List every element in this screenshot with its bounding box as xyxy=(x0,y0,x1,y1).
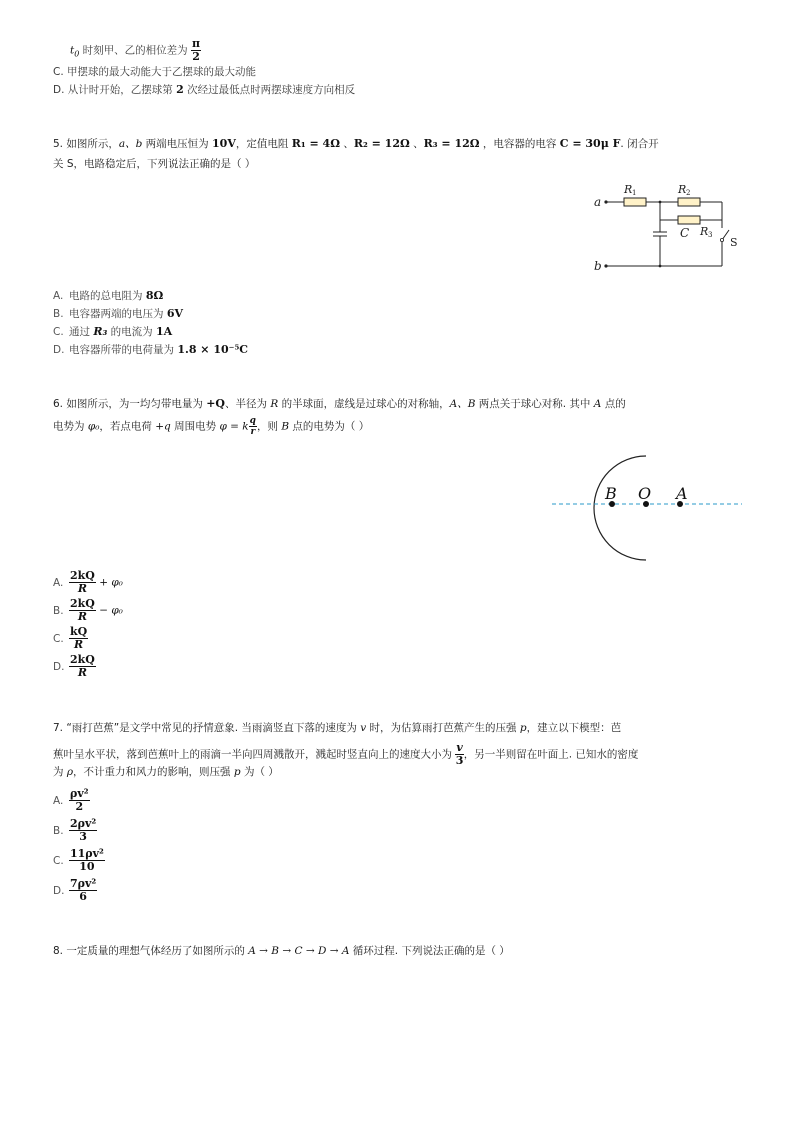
q-over-r-fraction: $\frac{q}{r}$ xyxy=(249,416,256,437)
q6-option-c[interactable]: C. $\frac{kQ}{R}$ xyxy=(53,625,88,651)
q4-phase-line xyxy=(70,38,201,63)
r3-subscript: 3 xyxy=(708,231,713,239)
r3-label: R xyxy=(700,225,709,238)
pi-over-2-fraction: $\frac{\pi}{2}$ xyxy=(192,37,201,63)
q4-phase-text: 时刻甲、乙的相位差为 xyxy=(79,44,192,57)
q5-option-a[interactable]: A. 电路的总电阻为 8Ω xyxy=(53,289,164,302)
q8-stem-line1: 8. 一定质量的理想气体经历了如图所示的 A → B → C → D → A 循环过程. 下列说法正确的是（ ） xyxy=(53,945,510,957)
q5-circuit-diagram xyxy=(590,178,750,278)
terminal-b-label: b xyxy=(594,259,602,273)
q7-stem-line1: 7. “雨打芭蕉”是文学中常见的抒情意象. 当雨滴竖直下落的速度为 v 时，为估算雨打芭蕉产生的压强 p，建立以下模型：芭 xyxy=(53,722,622,734)
r1-subscript: 1 xyxy=(632,189,637,197)
r1-label: R xyxy=(624,183,633,196)
terminal-a-label: a xyxy=(594,195,602,209)
q6-hemisphere-diagram xyxy=(548,452,744,564)
q4-option-c: C. 甲摆球的最大动能大于乙摆球的最大动能 xyxy=(53,66,257,78)
t0-subscript: 0 xyxy=(74,49,80,59)
capacitor-c-label: C xyxy=(680,226,690,240)
r2-label: R xyxy=(678,183,687,196)
hemisphere-arc xyxy=(594,456,646,560)
q6-stem-line2: 电势为 φ₀，若点电荷 +q 周围电势 φ = k $\frac{q}{r}$ ，则 B 点的电势为（ ） xyxy=(53,416,370,437)
t0-symbol: t xyxy=(70,44,75,57)
q7-option-b[interactable]: B. $\frac{\text{2ρv²}}{3}$ xyxy=(53,817,97,843)
q5-option-d[interactable]: D. 电容器所带的电荷量为 1.8 × 10⁻⁵C xyxy=(53,343,249,356)
q5-option-b[interactable]: B. 电容器两端的电压为 6V xyxy=(53,307,184,320)
q5-stem-line2: 关 S，电路稳定后，下列说法正确的是（ ） xyxy=(53,158,256,170)
switch-s-label: S xyxy=(730,236,738,249)
q5-stem-line1: 5. 如图所示，a、b 两端电压恒为 10V，定值电阻 R₁ = 4Ω 、R₂ = 12Ω 、R₃ = 12Ω ，电容器的电容 C = 30μ F. 闭合开 xyxy=(53,137,659,150)
resistor-r1 xyxy=(624,198,646,206)
q6-stem-line1: 6. 如图所示，为一均匀带电量为 +Q、半径为 R 的半球面，虚线是过球心的对称轴，A、B 两点关于球心对称. 其中 A 点的 xyxy=(53,397,626,410)
q7-stem-line3: 为 ρ，不计重力和风力的影响，则压强 p 为（ ） xyxy=(53,766,279,778)
q6-option-d[interactable]: D. $\frac{2kQ}{R}$ xyxy=(53,653,95,679)
q7-option-a[interactable]: A. $\frac{\text{ρv²}}{2}$ xyxy=(53,787,89,813)
q5-option-c[interactable]: C. 通过 R₃ 的电流为 1A xyxy=(53,325,173,338)
q7-option-c[interactable]: C. $\frac{\text{11ρv²}}{10}$ xyxy=(53,847,104,873)
resistor-r2 xyxy=(678,198,700,206)
q4-option-d: D. 从计时开始，乙摆球第 2 次经过最低点时两摆球速度方向相反 xyxy=(53,83,356,96)
q6-option-a[interactable]: A. $\frac{2kQ}{R}$ + φ₀ xyxy=(53,569,123,595)
resistor-r3 xyxy=(678,216,700,224)
label-b: B xyxy=(605,484,617,503)
q7-stem-line2: 蕉叶呈水平状，落到芭蕉叶上的雨滴一半向四周溅散开，溅起时竖直向上的速度大小为 $\frac{v}{3}$ ，另一半则留在叶面上. 已知水的密度 xyxy=(53,741,639,767)
label-o: O xyxy=(638,484,652,503)
q7-option-d[interactable]: D. $\frac{\text{7ρv²}}{6}$ xyxy=(53,877,97,903)
label-a: A xyxy=(676,484,688,503)
v-over-3-fraction: $\frac{v}{3}$ xyxy=(455,741,464,767)
q6-option-b[interactable]: B. $\frac{2kQ}{R}$ − φ₀ xyxy=(53,597,123,623)
r2-subscript: 2 xyxy=(686,189,691,197)
